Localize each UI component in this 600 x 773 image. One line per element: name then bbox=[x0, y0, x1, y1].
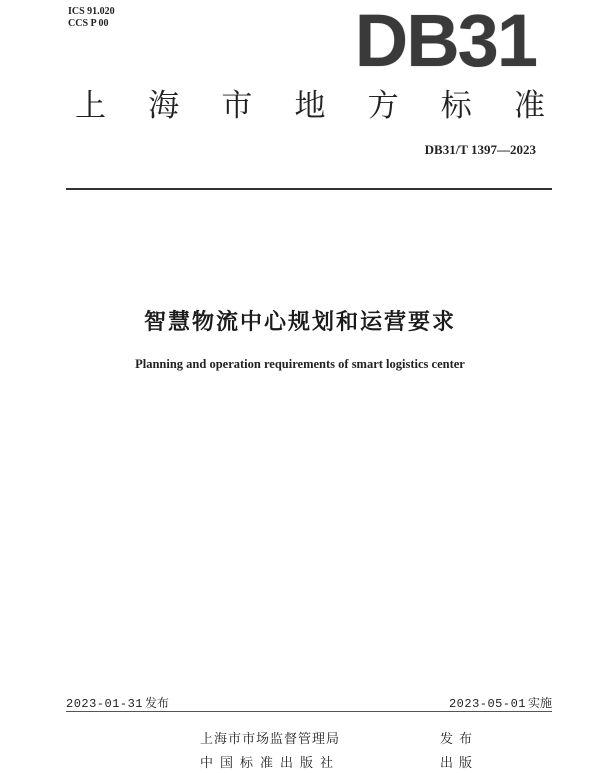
standard-type-char: 市 bbox=[221, 88, 253, 124]
standard-type-char: 标 bbox=[440, 88, 472, 124]
publisher-row bbox=[200, 725, 480, 749]
ics-code: ICS 91.020 bbox=[68, 6, 115, 17]
publisher-name: 中国标准出版社 bbox=[200, 755, 341, 771]
implement-date-label: 实施 bbox=[527, 696, 552, 710]
ccs-code: CCS P 00 bbox=[68, 18, 109, 29]
classification-codes bbox=[68, 6, 115, 30]
issue-date-value: 2023-01-31 bbox=[66, 697, 144, 711]
publisher-action: 发布 bbox=[440, 731, 479, 747]
standard-type-char: 地 bbox=[294, 88, 326, 124]
standard-mark: DB31 bbox=[354, 0, 536, 82]
document-title-cn: 智慧物流中心规划和运营要求 bbox=[143, 310, 456, 335]
publisher-row bbox=[200, 749, 480, 773]
implement-date bbox=[449, 694, 552, 711]
publishers bbox=[200, 725, 480, 773]
issue-date-label: 发布 bbox=[145, 696, 170, 710]
header-divider bbox=[66, 188, 552, 190]
standard-type bbox=[75, 86, 545, 126]
standard-type-char: 海 bbox=[148, 88, 180, 124]
standard-type-char: 准 bbox=[513, 88, 545, 124]
issue-date bbox=[66, 694, 169, 711]
implement-date-value: 2023-05-01 bbox=[448, 697, 526, 711]
footer-divider bbox=[66, 711, 552, 712]
standard-type-char: 方 bbox=[367, 88, 399, 124]
standard-number: DB31/T 1397—2023 bbox=[424, 142, 536, 157]
publisher-action: 出版 bbox=[440, 755, 479, 771]
standard-type-char: 上 bbox=[75, 88, 106, 124]
publisher-name: 上海市市场监督管理局 bbox=[200, 731, 341, 747]
document-title-en: Planning and operation requirements of smart logistics center bbox=[135, 357, 465, 371]
